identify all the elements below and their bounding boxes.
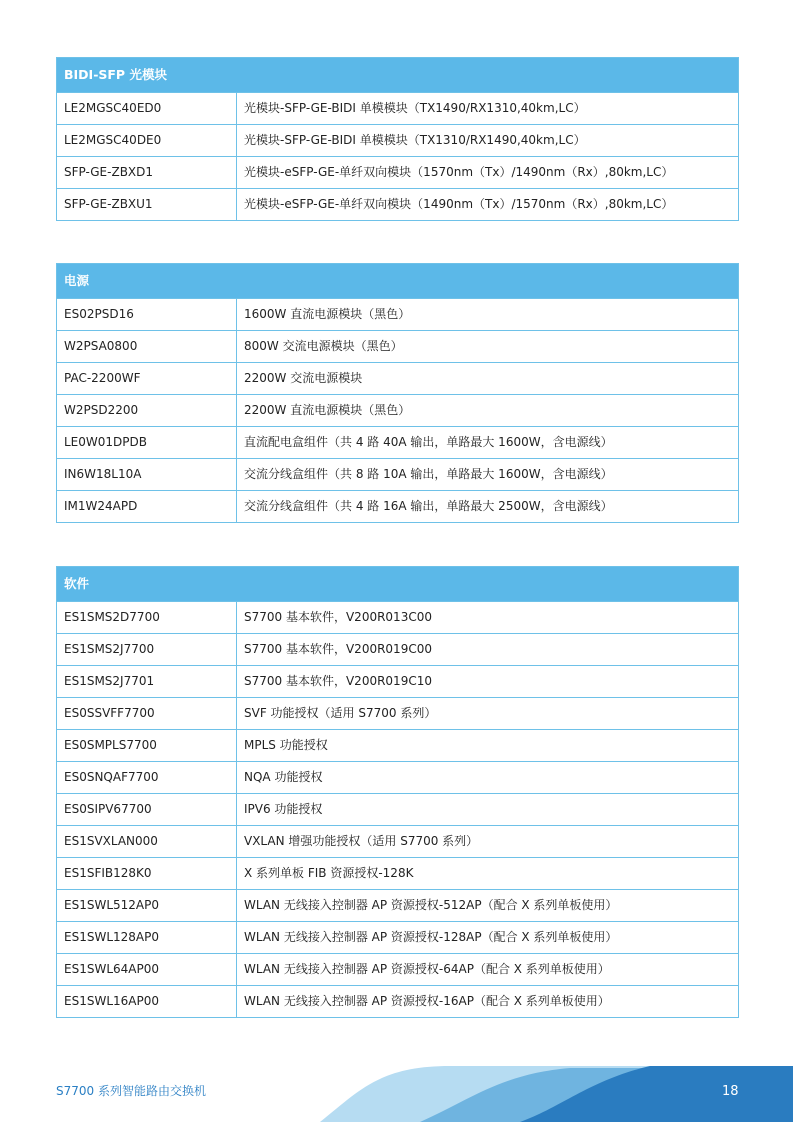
description-cell: 交流分线盒组件（共 8 路 10A 输出，单路最大 1600W，含电源线） [237,459,739,491]
part-number-cell: ES1SWL512AP0 [57,890,237,922]
description-cell: 2200W 直流电源模块（黑色） [237,395,739,427]
section-title: BIDI-SFP 光模块 [57,58,739,93]
table-row [57,427,739,459]
description-cell: 2200W 交流电源模块 [237,363,739,395]
table-bidi-sfp [56,57,739,221]
description-cell: WLAN 无线接入控制器 AP 资源授权-16AP（配合 X 系列单板使用） [237,986,739,1018]
table-row [57,125,739,157]
part-number-cell: ES1SWL128AP0 [57,922,237,954]
table-row [57,666,739,698]
table-row [57,299,739,331]
description-cell: WLAN 无线接入控制器 AP 资源授权-64AP（配合 X 系列单板使用） [237,954,739,986]
part-number-cell: ES1SWL64AP00 [57,954,237,986]
table-row [57,363,739,395]
part-number-cell: W2PSA0800 [57,331,237,363]
table-row [57,794,739,826]
table-row [57,602,739,634]
part-number-cell: W2PSD2200 [57,395,237,427]
table-row [57,762,739,794]
part-number-cell: ES1SMS2D7700 [57,602,237,634]
table-row [57,890,739,922]
part-number-cell: LE2MGSC40DE0 [57,125,237,157]
description-cell: VXLAN 增强功能授权（适用 S7700 系列） [237,826,739,858]
table-row [57,858,739,890]
part-number-cell: ES1SFIB128K0 [57,858,237,890]
table-row [57,954,739,986]
table-row [57,189,739,221]
table-row [57,730,739,762]
description-cell: S7700 基本软件，V200R013C00 [237,602,739,634]
part-number-cell: SFP-GE-ZBXD1 [57,157,237,189]
table-row [57,698,739,730]
description-cell: NQA 功能授权 [237,762,739,794]
table-power [56,263,739,523]
table-row [57,157,739,189]
part-number-cell: ES1SVXLAN000 [57,826,237,858]
part-number-cell: IN6W18L10A [57,459,237,491]
part-number-cell: ES1SWL16AP00 [57,986,237,1018]
table-row [57,491,739,523]
table-row [57,986,739,1018]
description-cell: 光模块-eSFP-GE-单纤双向模块（1490nm（Tx）/1570nm（Rx）,80km,LC） [237,189,739,221]
description-cell: IPV6 功能授权 [237,794,739,826]
part-number-cell: ES0SNQAF7700 [57,762,237,794]
description-cell: S7700 基本软件，V200R019C00 [237,634,739,666]
part-number-cell: IM1W24APD [57,491,237,523]
part-number-cell: ES02PSD16 [57,299,237,331]
table-row [57,459,739,491]
table-row [57,93,739,125]
table-row [57,826,739,858]
table-row [57,395,739,427]
description-cell: MPLS 功能授权 [237,730,739,762]
part-number-cell: ES0SSVFF7700 [57,698,237,730]
description-cell: S7700 基本软件，V200R019C10 [237,666,739,698]
description-cell: 光模块-SFP-GE-BIDI 单模模块（TX1490/RX1310,40km,LC） [237,93,739,125]
table-row [57,634,739,666]
description-cell: X 系列单板 FIB 资源授权-128K [237,858,739,890]
part-number-cell: LE0W01DPDB [57,427,237,459]
section-title: 电源 [57,264,739,299]
section-title: 软件 [57,567,739,602]
description-cell: 光模块-SFP-GE-BIDI 单模模块（TX1310/RX1490,40km,LC） [237,125,739,157]
description-cell: 800W 交流电源模块（黑色） [237,331,739,363]
page-number: 18 [722,1084,739,1099]
description-cell: 1600W 直流电源模块（黑色） [237,299,739,331]
part-number-cell: PAC-2200WF [57,363,237,395]
part-number-cell: SFP-GE-ZBXU1 [57,189,237,221]
description-cell: SVF 功能授权（适用 S7700 系列） [237,698,739,730]
footer-doc-title: S7700 系列智能路由交换机 [56,1084,206,1098]
part-number-cell: ES0SMPLS7700 [57,730,237,762]
part-number-cell: ES1SMS2J7700 [57,634,237,666]
table-software [56,566,739,1018]
part-number-cell: ES1SMS2J7701 [57,666,237,698]
table-row [57,331,739,363]
description-cell: 直流配电盒组件（共 4 路 40A 输出，单路最大 1600W，含电源线） [237,427,739,459]
description-cell: 交流分线盒组件（共 4 路 16A 输出，单路最大 2500W，含电源线） [237,491,739,523]
table-row [57,922,739,954]
part-number-cell: ES0SIPV67700 [57,794,237,826]
description-cell: WLAN 无线接入控制器 AP 资源授权-128AP（配合 X 系列单板使用） [237,922,739,954]
part-number-cell: LE2MGSC40ED0 [57,93,237,125]
description-cell: WLAN 无线接入控制器 AP 资源授权-512AP（配合 X 系列单板使用） [237,890,739,922]
description-cell: 光模块-eSFP-GE-单纤双向模块（1570nm（Tx）/1490nm（Rx）,80km,LC） [237,157,739,189]
